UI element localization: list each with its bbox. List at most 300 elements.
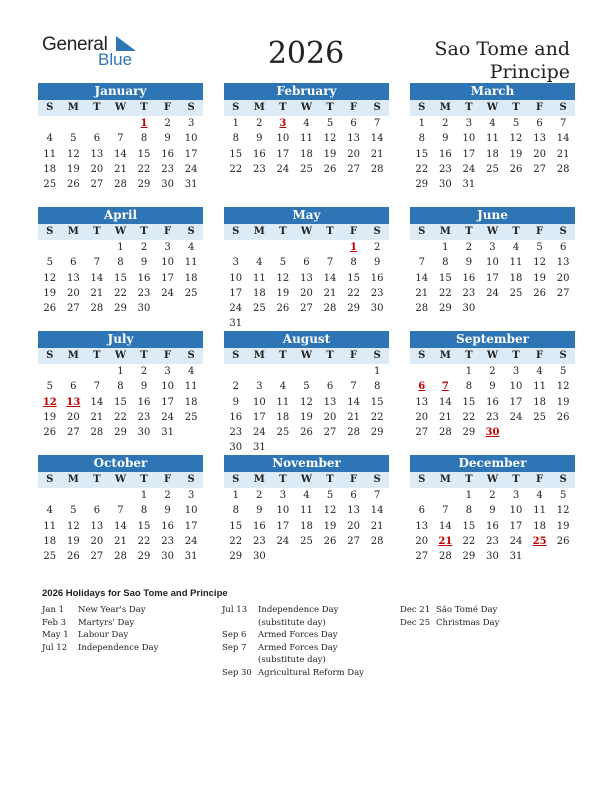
day: 21: [556, 148, 570, 160]
day-empty: [342, 364, 366, 379]
holiday-item: [42, 604, 212, 617]
day: 3: [187, 118, 195, 129]
day: 11: [43, 520, 57, 532]
day: 29: [462, 551, 476, 563]
day: 7: [373, 118, 381, 129]
day: 2: [232, 381, 239, 393]
day: 25: [486, 163, 499, 175]
day-empty: [248, 240, 272, 255]
day: 23: [161, 535, 174, 547]
day: 20: [90, 163, 104, 175]
month-title: October: [38, 455, 203, 472]
day: 12: [323, 133, 337, 145]
day: 13: [90, 148, 104, 160]
day: 26: [323, 535, 337, 547]
month-title: January: [38, 83, 203, 100]
day: 15: [229, 148, 243, 160]
weekday-label: S: [46, 102, 54, 113]
day-holiday: 30: [485, 427, 500, 439]
day: 15: [415, 148, 429, 160]
day: 24: [462, 163, 476, 175]
weekday-label: T: [93, 102, 101, 113]
day: 26: [43, 427, 57, 439]
day: 10: [509, 381, 523, 393]
day: 5: [303, 381, 310, 393]
weekday-label: W: [486, 474, 499, 485]
day: 19: [66, 535, 80, 547]
holiday-name: Agricultural Reform Day: [258, 667, 364, 678]
weekday-label: M: [439, 102, 451, 113]
day: 29: [462, 427, 476, 439]
day: 18: [533, 520, 546, 532]
day: 20: [533, 148, 546, 160]
day: 19: [323, 148, 337, 160]
weekday-label: T: [326, 226, 334, 237]
day: 2: [256, 118, 263, 129]
day: 18: [43, 535, 57, 547]
day: 27: [90, 179, 104, 191]
day: 23: [486, 535, 499, 547]
day: 18: [300, 520, 313, 532]
day: 8: [442, 257, 449, 269]
day: 20: [66, 411, 80, 423]
weekday-label: T: [279, 474, 287, 485]
day: 17: [184, 520, 198, 532]
day-empty: [38, 488, 62, 503]
day-empty: [410, 488, 434, 503]
day: 11: [533, 505, 546, 517]
country-name: Sao Tome and Principe: [434, 38, 570, 83]
day: 25: [43, 179, 57, 191]
day-empty: [410, 364, 434, 379]
weekday-label: F: [536, 102, 544, 113]
day: 13: [415, 520, 429, 532]
day: 19: [66, 163, 80, 175]
day: 19: [556, 396, 570, 408]
day-empty: [318, 364, 342, 379]
day: 25: [184, 411, 198, 423]
weekday-label: T: [465, 474, 473, 485]
weekday-header: [38, 472, 203, 488]
day: 10: [276, 505, 290, 517]
weekday-label: S: [187, 102, 195, 113]
weekday-label: S: [559, 226, 567, 237]
weekday-label: T: [93, 474, 101, 485]
day: 6: [93, 133, 101, 145]
day: 28: [438, 427, 452, 439]
weekday-label: F: [350, 226, 358, 237]
day: 1: [442, 242, 449, 253]
day: 16: [252, 148, 266, 160]
holiday-item: [222, 604, 382, 629]
day: 5: [70, 505, 77, 517]
day: 5: [326, 490, 334, 501]
day-empty: [38, 240, 62, 255]
weekday-label: S: [187, 226, 195, 237]
logo-text-blue: Blue: [98, 50, 133, 69]
day-empty: [271, 240, 295, 255]
month-september: [410, 331, 575, 440]
day: 19: [533, 272, 546, 284]
holiday-name: Christmas Day: [436, 617, 500, 628]
day: 7: [373, 490, 381, 501]
weekday-label: W: [300, 474, 313, 485]
day: 24: [229, 303, 243, 315]
day: 18: [184, 396, 198, 408]
weekday-label: F: [536, 474, 544, 485]
month-november: [224, 455, 389, 564]
day: 15: [347, 272, 360, 284]
month-title: July: [38, 331, 203, 348]
day: 21: [347, 411, 360, 423]
day: 9: [140, 381, 148, 393]
day: 4: [512, 242, 520, 253]
holiday-item: [222, 667, 382, 680]
day: 14: [438, 520, 452, 532]
day: 18: [43, 163, 57, 175]
day-grid: [38, 240, 203, 316]
weekday-label: T: [512, 474, 520, 485]
day: 22: [415, 163, 429, 175]
day: 1: [117, 242, 124, 253]
weekday-label: S: [559, 474, 567, 485]
day: 14: [114, 148, 127, 160]
day: 25: [509, 287, 523, 299]
weekday-label: M: [253, 102, 265, 113]
month-april: [38, 207, 203, 316]
day: 28: [323, 303, 337, 315]
day: 30: [370, 303, 384, 315]
day: 4: [536, 366, 543, 377]
weekday-label: S: [418, 350, 426, 361]
day: 16: [252, 520, 266, 532]
day: 10: [462, 133, 476, 145]
weekday-label: F: [536, 350, 544, 361]
day: 13: [300, 272, 313, 284]
day: 12: [533, 257, 546, 269]
day: 23: [370, 287, 384, 299]
day: 1: [117, 366, 124, 377]
month-title: April: [38, 207, 203, 224]
day: 10: [276, 133, 290, 145]
day: 30: [161, 179, 174, 191]
day: 22: [137, 535, 151, 547]
weekday-label: S: [232, 350, 240, 361]
holiday-date: Feb 3: [42, 617, 67, 628]
day: 18: [300, 148, 313, 160]
day: 15: [137, 520, 151, 532]
day-empty: [85, 488, 109, 503]
day: 8: [465, 381, 473, 393]
weekday-header: [224, 348, 389, 364]
day: 5: [46, 257, 53, 269]
day: 15: [114, 272, 127, 284]
day: 3: [164, 242, 171, 253]
weekday-label: S: [187, 350, 195, 361]
holiday-date: Sep 6: [222, 630, 247, 640]
day: 29: [137, 179, 151, 191]
day: 22: [347, 287, 360, 299]
weekday-label: M: [439, 350, 451, 361]
weekday-label: W: [300, 350, 313, 361]
day: 12: [276, 272, 290, 284]
day: 26: [509, 163, 523, 175]
day: 19: [300, 411, 313, 423]
day-empty: [248, 364, 272, 379]
day: 2: [442, 118, 449, 129]
day: 3: [256, 381, 263, 393]
day: 6: [559, 242, 567, 253]
weekday-label: S: [559, 350, 567, 361]
weekday-label: S: [46, 474, 54, 485]
weekday-label: S: [418, 474, 426, 485]
day: 26: [556, 535, 570, 547]
holiday-column: [42, 604, 212, 654]
day: 30: [137, 303, 151, 315]
month-june: [410, 207, 575, 316]
weekday-label: W: [300, 226, 313, 237]
day: 1: [232, 118, 239, 129]
day: 5: [279, 257, 287, 269]
day-empty: [109, 116, 133, 131]
day: 31: [229, 318, 243, 330]
day: 6: [303, 257, 310, 269]
day: 23: [486, 411, 499, 423]
weekday-label: W: [114, 350, 127, 361]
day: 14: [347, 396, 360, 408]
day-holiday: 13: [66, 396, 81, 408]
day: 28: [90, 303, 104, 315]
day: 6: [70, 257, 77, 269]
day: 4: [187, 242, 195, 253]
day: 25: [300, 535, 313, 547]
weekday-label: S: [373, 474, 381, 485]
weekday-header: [410, 100, 575, 116]
weekday-label: S: [373, 350, 381, 361]
day: 28: [90, 427, 104, 439]
day: 2: [465, 242, 473, 253]
day: 3: [232, 257, 239, 269]
day: 27: [66, 427, 80, 439]
day: 21: [370, 148, 384, 160]
day-grid: [224, 488, 389, 564]
day: 2: [164, 118, 171, 129]
day: 17: [509, 396, 523, 408]
day: 9: [465, 257, 473, 269]
day-empty: [85, 116, 109, 131]
day: 31: [184, 179, 198, 191]
day: 30: [161, 551, 174, 563]
day: 20: [347, 148, 360, 160]
day: 2: [140, 366, 148, 377]
holiday-name: New Year's Day: [78, 605, 146, 615]
day: 20: [323, 411, 337, 423]
day: 22: [438, 287, 452, 299]
day: 10: [229, 272, 243, 284]
day: 17: [462, 148, 476, 160]
day: 14: [415, 272, 429, 284]
weekday-label: T: [512, 226, 520, 237]
day: 27: [347, 535, 360, 547]
weekday-label: T: [279, 102, 287, 113]
day-grid: [224, 364, 389, 456]
holiday-date: Sep 30: [222, 667, 252, 678]
weekday-header: [38, 100, 203, 116]
month-may: [224, 207, 389, 332]
day: 21: [323, 287, 337, 299]
day-grid: [410, 116, 575, 192]
day-holiday: 6: [418, 381, 426, 393]
day: 26: [66, 179, 80, 191]
weekday-label: T: [93, 226, 101, 237]
day: 8: [117, 381, 124, 393]
day: 10: [509, 505, 523, 517]
day: 6: [350, 490, 357, 501]
day: 26: [300, 427, 313, 439]
day: 4: [303, 490, 310, 501]
day: 9: [164, 133, 171, 145]
day-grid: [224, 116, 389, 177]
weekday-label: T: [279, 226, 287, 237]
day: 8: [418, 133, 425, 145]
day: 4: [187, 366, 195, 377]
day: 12: [509, 133, 523, 145]
weekday-label: F: [164, 350, 172, 361]
day: 13: [347, 505, 360, 517]
day: 8: [350, 257, 357, 269]
calendar-year: 2026: [267, 36, 345, 71]
day-empty: [62, 240, 86, 255]
day-holiday: 1: [140, 118, 148, 129]
weekday-label: M: [253, 226, 265, 237]
weekday-label: W: [300, 102, 313, 113]
day: 2: [164, 490, 171, 501]
day: 1: [418, 118, 425, 129]
day: 5: [536, 242, 543, 253]
holiday-date: Dec 21: [400, 605, 431, 615]
day: 12: [556, 381, 570, 393]
day-empty: [38, 116, 62, 131]
day: 17: [161, 396, 174, 408]
weekday-header: [38, 348, 203, 364]
day: 20: [347, 520, 360, 532]
day: 20: [90, 535, 104, 547]
day: 11: [276, 396, 290, 408]
day-empty: [62, 364, 86, 379]
day: 30: [486, 551, 499, 563]
day: 29: [347, 303, 360, 315]
day: 3: [164, 366, 171, 377]
day: 6: [418, 505, 425, 517]
day: 30: [137, 427, 151, 439]
day: 31: [252, 442, 266, 454]
day: 1: [140, 490, 148, 501]
day: 18: [252, 287, 266, 299]
day: 4: [489, 118, 496, 129]
day: 13: [323, 396, 337, 408]
day: 28: [556, 163, 570, 175]
day: 29: [415, 179, 429, 191]
day: 4: [46, 133, 53, 145]
day: 10: [184, 133, 198, 145]
day: 26: [556, 411, 570, 423]
day: 8: [232, 133, 239, 145]
month-title: August: [224, 331, 389, 348]
day: 1: [373, 366, 381, 377]
holidays-title: 2026 Holidays for Sao Tome and Principe: [42, 588, 228, 599]
weekday-label: T: [326, 474, 334, 485]
day: 28: [114, 179, 127, 191]
day: 3: [489, 242, 496, 253]
day: 10: [161, 257, 174, 269]
weekday-label: M: [439, 474, 451, 485]
day: 7: [93, 257, 101, 269]
weekday-label: M: [67, 474, 79, 485]
day: 27: [66, 303, 80, 315]
day: 13: [556, 257, 570, 269]
month-title: February: [224, 83, 389, 100]
day-holiday: 1: [350, 242, 358, 253]
day: 11: [509, 257, 523, 269]
day: 6: [536, 118, 543, 129]
day: 11: [533, 381, 546, 393]
day: 16: [229, 411, 243, 423]
day: 20: [415, 535, 429, 547]
day: 24: [161, 287, 174, 299]
day: 24: [161, 411, 174, 423]
day: 22: [462, 535, 476, 547]
day: 19: [43, 411, 57, 423]
day: 14: [323, 272, 337, 284]
day: 2: [373, 242, 381, 253]
day: 30: [438, 179, 452, 191]
day: 20: [415, 411, 429, 423]
day: 19: [43, 287, 57, 299]
day: 30: [462, 303, 476, 315]
day: 21: [114, 163, 127, 175]
day: 31: [184, 551, 198, 563]
day: 29: [114, 427, 127, 439]
holiday-name: Martyrs' Day: [78, 617, 135, 628]
day: 13: [533, 133, 546, 145]
day: 12: [43, 272, 57, 284]
day: 18: [184, 272, 198, 284]
day: 22: [370, 411, 384, 423]
day: 13: [90, 520, 104, 532]
day: 11: [43, 148, 57, 160]
day-empty: [109, 488, 133, 503]
day: 23: [252, 535, 266, 547]
day: 21: [438, 411, 452, 423]
day: 28: [370, 535, 384, 547]
day-empty: [38, 364, 62, 379]
weekday-label: S: [232, 474, 240, 485]
month-december: [410, 455, 575, 564]
weekday-label: F: [350, 350, 358, 361]
day: 24: [276, 535, 290, 547]
day: 12: [323, 505, 337, 517]
day: 7: [442, 505, 449, 517]
day: 11: [184, 257, 198, 269]
weekday-label: M: [253, 474, 265, 485]
day-empty: [434, 488, 458, 503]
day: 16: [462, 272, 476, 284]
weekday-label: M: [253, 350, 265, 361]
day: 24: [184, 535, 198, 547]
day: 23: [438, 163, 452, 175]
holiday-column: [400, 604, 570, 629]
holiday-item: [42, 617, 212, 630]
